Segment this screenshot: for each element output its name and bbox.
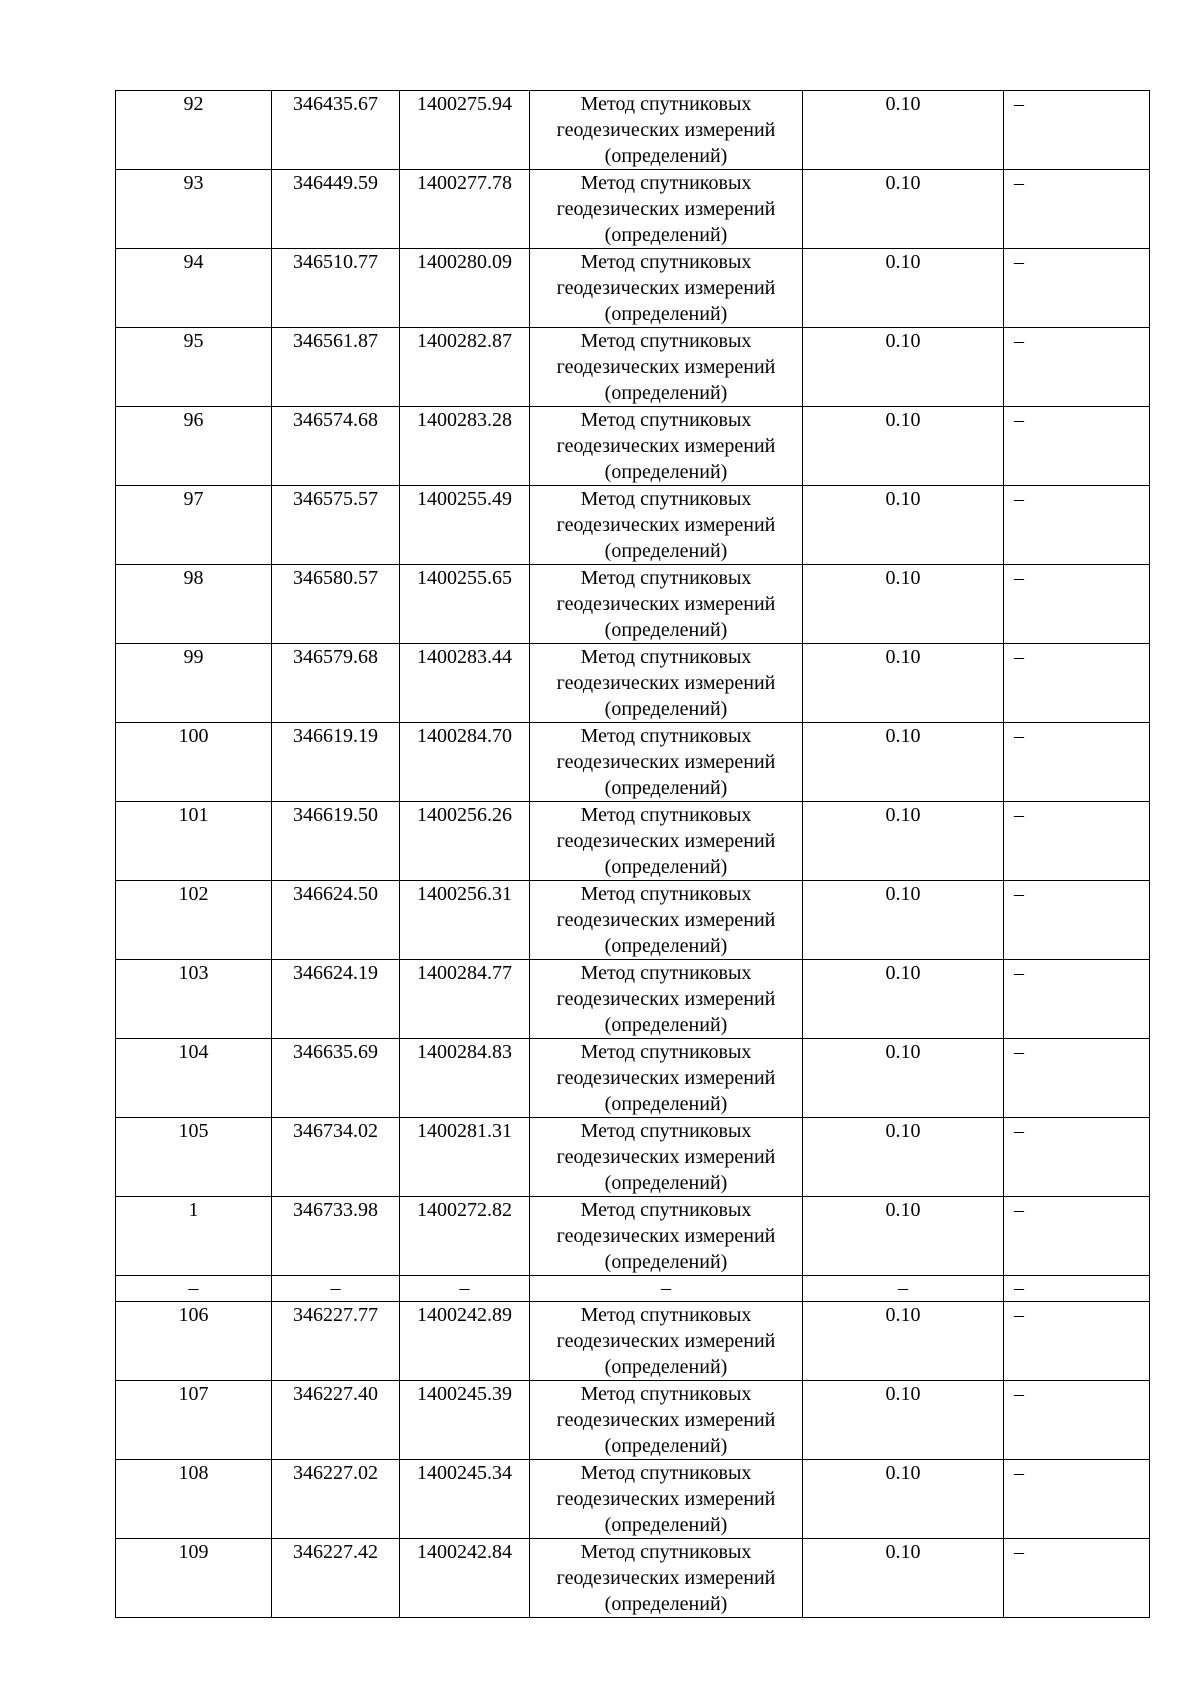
note-text: – <box>1014 488 1024 510</box>
note-text: – <box>1014 409 1024 431</box>
point-number-cell <box>116 170 272 249</box>
x-coordinate-text: 346635.69 <box>293 1041 378 1063</box>
accuracy-cell <box>803 328 1004 407</box>
method-cell <box>530 881 803 960</box>
x-coordinate-text: 346624.50 <box>293 883 378 905</box>
table-row <box>116 802 1150 881</box>
method-cell <box>530 1197 803 1276</box>
point-number-cell <box>116 1118 272 1197</box>
table-row <box>116 1039 1150 1118</box>
y-coordinate-text: 1400255.49 <box>417 488 512 510</box>
x-coordinate-cell <box>272 328 400 407</box>
accuracy-text: 0.10 <box>885 1041 921 1063</box>
point-number-text: 98 <box>183 567 204 589</box>
note-cell <box>1004 328 1150 407</box>
accuracy-text: 0.10 <box>885 488 921 510</box>
y-coordinate-cell <box>400 644 530 723</box>
method-text: Метод спутниковых геодезических измерений (определений) <box>556 1304 776 1378</box>
note-cell <box>1004 249 1150 328</box>
x-coordinate-text: 346575.57 <box>293 488 378 510</box>
table-row <box>116 486 1150 565</box>
note-text: – <box>1014 646 1024 668</box>
note-text: – <box>1014 1041 1024 1063</box>
method-text: Метод спутниковых геодезических измерений (определений) <box>556 1041 776 1115</box>
x-coordinate-cell <box>272 1381 400 1460</box>
accuracy-text: 0.10 <box>885 883 921 905</box>
x-coordinate-cell <box>272 1302 400 1381</box>
method-text: Метод спутниковых геодезических измерений (определений) <box>556 93 776 167</box>
y-coordinate-cell <box>400 1381 530 1460</box>
point-number-text: 93 <box>183 172 204 194</box>
y-coordinate-cell <box>400 407 530 486</box>
note-text: – <box>1014 1199 1024 1221</box>
x-coordinate-cell <box>272 407 400 486</box>
y-coordinate-text: 1400280.09 <box>417 251 512 273</box>
point-number-cell <box>116 328 272 407</box>
method-text: Метод спутниковых геодезических измерений (определений) <box>556 251 776 325</box>
accuracy-text: 0.10 <box>885 172 921 194</box>
table-row <box>116 170 1150 249</box>
method-text: Метод спутниковых геодезических измерений (определений) <box>556 646 776 720</box>
y-coordinate-text: 1400283.44 <box>417 646 512 668</box>
note-text: – <box>1014 251 1024 273</box>
table-row <box>116 960 1150 1039</box>
accuracy-cell <box>803 91 1004 170</box>
accuracy-cell <box>803 1460 1004 1539</box>
table-row <box>116 249 1150 328</box>
accuracy-text: 0.10 <box>885 962 921 984</box>
point-number-cell <box>116 1539 272 1618</box>
note-cell <box>1004 802 1150 881</box>
table-row <box>116 1197 1150 1276</box>
method-text: Метод спутниковых геодезических измерений (определений) <box>556 883 776 957</box>
method-text: Метод спутниковых геодезических измерений (определений) <box>556 488 776 562</box>
x-coordinate-text: 346227.42 <box>293 1541 378 1563</box>
coordinates-table-body <box>116 91 1150 1618</box>
point-number-cell <box>116 1276 272 1302</box>
method-text: Метод спутниковых геодезических измерений (определений) <box>556 567 776 641</box>
accuracy-text: 0.10 <box>885 93 921 115</box>
table-row <box>116 1539 1150 1618</box>
point-number-cell <box>116 1302 272 1381</box>
accuracy-text: 0.10 <box>885 409 921 431</box>
note-text: – <box>1014 172 1024 194</box>
y-coordinate-cell <box>400 91 530 170</box>
point-number-text: – <box>188 1277 199 1299</box>
accuracy-text: 0.10 <box>885 330 921 352</box>
x-coordinate-cell <box>272 170 400 249</box>
y-coordinate-text: 1400284.83 <box>417 1041 512 1063</box>
accuracy-cell <box>803 486 1004 565</box>
point-number-text: 92 <box>183 93 204 115</box>
point-number-cell <box>116 486 272 565</box>
note-cell <box>1004 91 1150 170</box>
method-cell <box>530 644 803 723</box>
separator-row <box>116 1276 1150 1302</box>
coordinates-table <box>115 90 1150 1618</box>
point-number-text: 95 <box>183 330 204 352</box>
point-number-cell <box>116 249 272 328</box>
point-number-cell <box>116 1381 272 1460</box>
table-row <box>116 723 1150 802</box>
accuracy-cell <box>803 802 1004 881</box>
point-number-cell <box>116 1197 272 1276</box>
x-coordinate-cell <box>272 91 400 170</box>
accuracy-cell <box>803 960 1004 1039</box>
method-cell <box>530 1118 803 1197</box>
x-coordinate-text: 346510.77 <box>293 251 378 273</box>
accuracy-text: 0.10 <box>885 646 921 668</box>
accuracy-text: 0.10 <box>885 804 921 826</box>
point-number-cell <box>116 407 272 486</box>
y-coordinate-cell <box>400 1460 530 1539</box>
point-number-text: 96 <box>183 409 204 431</box>
y-coordinate-cell <box>400 1276 530 1302</box>
note-cell <box>1004 407 1150 486</box>
note-cell <box>1004 1118 1150 1197</box>
y-coordinate-text: 1400242.89 <box>417 1304 512 1326</box>
y-coordinate-cell <box>400 1118 530 1197</box>
table-row <box>116 328 1150 407</box>
x-coordinate-cell <box>272 249 400 328</box>
x-coordinate-cell <box>272 644 400 723</box>
x-coordinate-cell <box>272 1539 400 1618</box>
point-number-cell <box>116 1039 272 1118</box>
method-text: Метод спутниковых геодезических измерений (определений) <box>556 1120 776 1194</box>
note-text: – <box>1014 1304 1024 1326</box>
note-cell <box>1004 1302 1150 1381</box>
point-number-cell <box>116 91 272 170</box>
x-coordinate-text: 346733.98 <box>293 1199 378 1221</box>
x-coordinate-cell <box>272 881 400 960</box>
y-coordinate-cell <box>400 249 530 328</box>
x-coordinate-cell <box>272 1118 400 1197</box>
note-cell <box>1004 1039 1150 1118</box>
accuracy-cell <box>803 644 1004 723</box>
x-coordinate-text: 346580.57 <box>293 567 378 589</box>
method-cell <box>530 249 803 328</box>
x-coordinate-text: 346734.02 <box>293 1120 378 1142</box>
note-cell <box>1004 960 1150 1039</box>
note-text: – <box>1014 1383 1024 1405</box>
note-cell <box>1004 1197 1150 1276</box>
note-text: – <box>1014 330 1024 352</box>
table-row <box>116 1460 1150 1539</box>
x-coordinate-text: 346561.87 <box>293 330 378 352</box>
note-cell <box>1004 1539 1150 1618</box>
note-cell <box>1004 1381 1150 1460</box>
accuracy-cell <box>803 1302 1004 1381</box>
x-coordinate-cell <box>272 486 400 565</box>
point-number-text: 102 <box>178 883 209 905</box>
y-coordinate-cell <box>400 1197 530 1276</box>
method-cell <box>530 407 803 486</box>
x-coordinate-text: 346574.68 <box>293 409 378 431</box>
x-coordinate-text: 346227.77 <box>293 1304 378 1326</box>
accuracy-cell <box>803 1276 1004 1302</box>
table-row <box>116 565 1150 644</box>
method-cell <box>530 565 803 644</box>
accuracy-cell <box>803 1197 1004 1276</box>
accuracy-text: – <box>898 1277 908 1299</box>
method-text: Метод спутниковых геодезических измерений (определений) <box>556 962 776 1036</box>
y-coordinate-text: 1400245.34 <box>417 1462 512 1484</box>
point-number-text: 106 <box>178 1304 209 1326</box>
method-text: – <box>661 1277 671 1299</box>
point-number-text: 1 <box>188 1199 199 1221</box>
y-coordinate-text: – <box>459 1277 470 1299</box>
x-coordinate-cell <box>272 723 400 802</box>
point-number-cell <box>116 1460 272 1539</box>
y-coordinate-text: 1400282.87 <box>417 330 512 352</box>
method-text: Метод спутниковых геодезических измерений (определений) <box>556 804 776 878</box>
accuracy-cell <box>803 1039 1004 1118</box>
table-row <box>116 91 1150 170</box>
x-coordinate-text: 346624.19 <box>293 962 378 984</box>
y-coordinate-text: 1400283.28 <box>417 409 512 431</box>
y-coordinate-cell <box>400 1039 530 1118</box>
y-coordinate-text: 1400275.94 <box>417 93 512 115</box>
point-number-text: 97 <box>183 488 204 510</box>
accuracy-text: 0.10 <box>885 1541 921 1563</box>
method-text: Метод спутниковых геодезических измерений (определений) <box>556 409 776 483</box>
y-coordinate-cell <box>400 565 530 644</box>
y-coordinate-text: 1400284.77 <box>417 962 512 984</box>
point-number-text: 108 <box>178 1462 209 1484</box>
method-cell <box>530 960 803 1039</box>
note-text: – <box>1014 962 1024 984</box>
note-text: – <box>1014 93 1024 115</box>
y-coordinate-text: 1400284.70 <box>417 725 512 747</box>
method-cell <box>530 1460 803 1539</box>
accuracy-text: 0.10 <box>885 1304 921 1326</box>
point-number-cell <box>116 723 272 802</box>
method-cell <box>530 723 803 802</box>
y-coordinate-cell <box>400 1539 530 1618</box>
note-text: – <box>1014 804 1024 826</box>
accuracy-text: 0.10 <box>885 1120 921 1142</box>
method-text: Метод спутниковых геодезических измерений (определений) <box>556 725 776 799</box>
accuracy-cell <box>803 1118 1004 1197</box>
x-coordinate-text: 346435.67 <box>293 93 378 115</box>
accuracy-cell <box>803 170 1004 249</box>
x-coordinate-text: 346227.02 <box>293 1462 378 1484</box>
note-text: – <box>1014 883 1024 905</box>
x-coordinate-cell <box>272 802 400 881</box>
note-text: – <box>1014 1120 1024 1142</box>
table-row <box>116 1302 1150 1381</box>
note-cell <box>1004 565 1150 644</box>
x-coordinate-text: 346619.19 <box>293 725 378 747</box>
point-number-text: 104 <box>178 1041 209 1063</box>
point-number-text: 94 <box>183 251 204 273</box>
note-cell <box>1004 644 1150 723</box>
note-text: – <box>1014 1541 1024 1563</box>
method-cell <box>530 170 803 249</box>
point-number-text: 100 <box>178 725 209 747</box>
method-text: Метод спутниковых геодезических измерений (определений) <box>556 1541 776 1615</box>
accuracy-text: 0.10 <box>885 1462 921 1484</box>
table-row <box>116 1118 1150 1197</box>
x-coordinate-text: 346449.59 <box>293 172 378 194</box>
point-number-text: 105 <box>178 1120 209 1142</box>
point-number-text: 103 <box>178 962 209 984</box>
y-coordinate-text: 1400256.26 <box>417 804 512 826</box>
accuracy-cell <box>803 565 1004 644</box>
x-coordinate-cell <box>272 1039 400 1118</box>
method-text: Метод спутниковых геодезических измерений (определений) <box>556 1383 776 1457</box>
x-coordinate-cell <box>272 1460 400 1539</box>
point-number-text: 107 <box>178 1383 209 1405</box>
note-cell <box>1004 881 1150 960</box>
method-cell <box>530 802 803 881</box>
method-cell <box>530 486 803 565</box>
table-row <box>116 407 1150 486</box>
method-cell <box>530 1039 803 1118</box>
x-coordinate-cell <box>272 1276 400 1302</box>
method-cell <box>530 91 803 170</box>
method-text: Метод спутниковых геодезических измерений (определений) <box>556 1462 776 1536</box>
accuracy-cell <box>803 407 1004 486</box>
y-coordinate-text: 1400242.84 <box>417 1541 512 1563</box>
x-coordinate-text: 346227.40 <box>293 1383 378 1405</box>
y-coordinate-text: 1400256.31 <box>417 883 512 905</box>
accuracy-cell <box>803 249 1004 328</box>
table-row <box>116 644 1150 723</box>
y-coordinate-text: 1400281.31 <box>417 1120 512 1142</box>
accuracy-text: 0.10 <box>885 1199 921 1221</box>
note-text: – <box>1014 1462 1024 1484</box>
y-coordinate-cell <box>400 328 530 407</box>
x-coordinate-text: – <box>330 1277 341 1299</box>
note-cell <box>1004 486 1150 565</box>
note-cell <box>1004 1276 1150 1302</box>
point-number-cell <box>116 565 272 644</box>
y-coordinate-text: 1400272.82 <box>417 1199 512 1221</box>
point-number-text: 101 <box>178 804 209 826</box>
y-coordinate-cell <box>400 723 530 802</box>
y-coordinate-text: 1400245.39 <box>417 1383 512 1405</box>
point-number-cell <box>116 960 272 1039</box>
method-cell <box>530 1381 803 1460</box>
method-cell <box>530 1539 803 1618</box>
accuracy-cell <box>803 1539 1004 1618</box>
method-cell <box>530 1302 803 1381</box>
accuracy-cell <box>803 723 1004 802</box>
method-cell <box>530 1276 803 1302</box>
point-number-cell <box>116 802 272 881</box>
method-text: Метод спутниковых геодезических измерений (определений) <box>556 1199 776 1273</box>
y-coordinate-cell <box>400 486 530 565</box>
y-coordinate-cell <box>400 802 530 881</box>
note-text: – <box>1014 567 1024 589</box>
x-coordinate-text: 346579.68 <box>293 646 378 668</box>
point-number-cell <box>116 881 272 960</box>
method-text: Метод спутниковых геодезических измерений (определений) <box>556 172 776 246</box>
point-number-text: 109 <box>178 1541 209 1563</box>
table-row <box>116 881 1150 960</box>
note-text: – <box>1014 1277 1024 1299</box>
accuracy-text: 0.10 <box>885 1383 921 1405</box>
y-coordinate-text: 1400255.65 <box>417 567 512 589</box>
accuracy-text: 0.10 <box>885 567 921 589</box>
y-coordinate-cell <box>400 881 530 960</box>
accuracy-cell <box>803 1381 1004 1460</box>
x-coordinate-cell <box>272 1197 400 1276</box>
y-coordinate-cell <box>400 960 530 1039</box>
x-coordinate-text: 346619.50 <box>293 804 378 826</box>
accuracy-cell <box>803 881 1004 960</box>
accuracy-text: 0.10 <box>885 725 921 747</box>
note-cell <box>1004 170 1150 249</box>
note-cell <box>1004 1460 1150 1539</box>
accuracy-text: 0.10 <box>885 251 921 273</box>
x-coordinate-cell <box>272 565 400 644</box>
point-number-text: 99 <box>183 646 204 668</box>
method-cell <box>530 328 803 407</box>
y-coordinate-cell <box>400 170 530 249</box>
note-text: – <box>1014 725 1024 747</box>
y-coordinate-text: 1400277.78 <box>417 172 512 194</box>
note-cell <box>1004 723 1150 802</box>
point-number-cell <box>116 644 272 723</box>
x-coordinate-cell <box>272 960 400 1039</box>
method-text: Метод спутниковых геодезических измерений (определений) <box>556 330 776 404</box>
y-coordinate-cell <box>400 1302 530 1381</box>
table-row <box>116 1381 1150 1460</box>
